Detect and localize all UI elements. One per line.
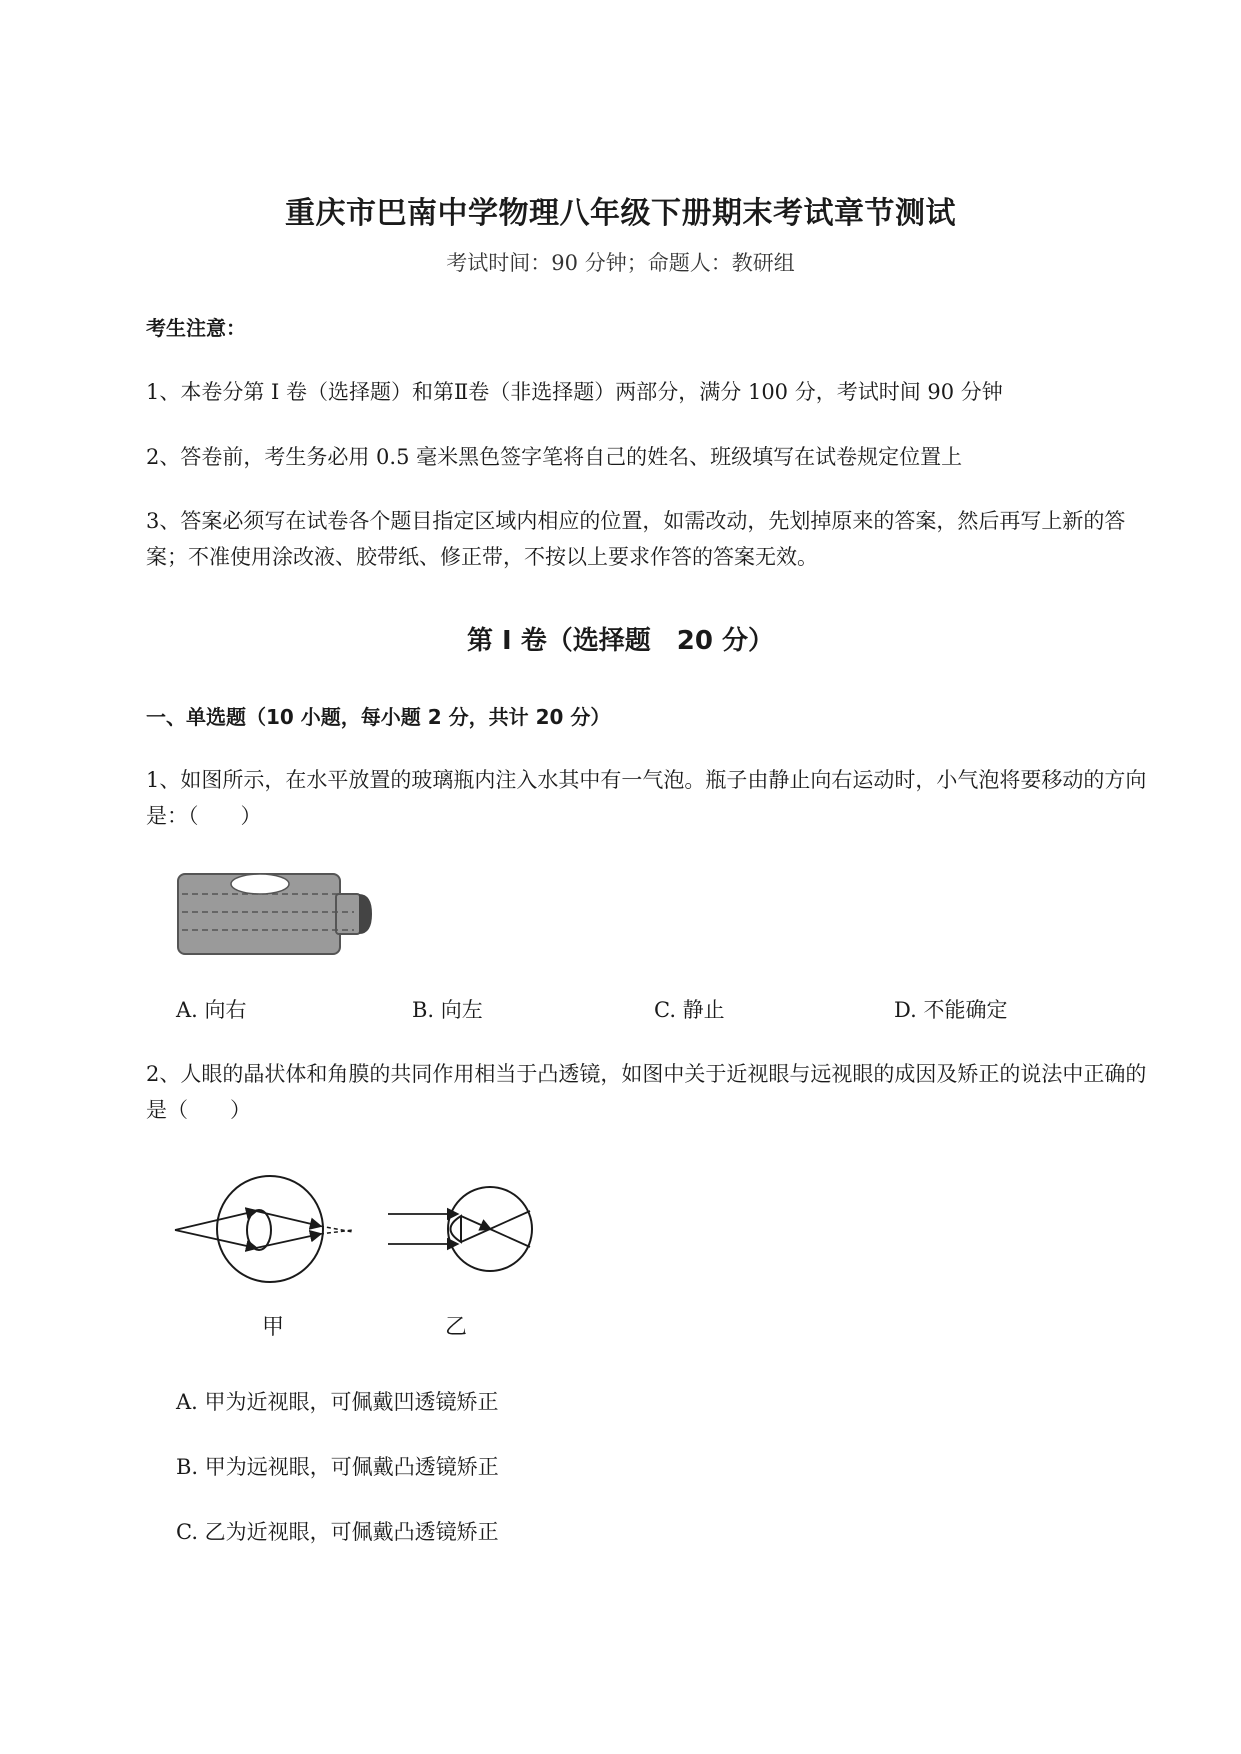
question-1-stem: 1、如图所示，在水平放置的玻璃瓶内注入水其中有一气泡。瓶子由静止向右运动时，小气泡将要移动的方向是：（ ） xyxy=(146,768,1147,828)
notice-item-1: 1、本卷分第 I 卷（选择题）和第Ⅱ卷（非选择题）两部分，满分 100 分，考试时间 90 分钟 xyxy=(146,380,1003,404)
notice-item-2: 2、答卷前，考生务必用 0.5 毫米黑色签字笔将自己的姓名、班级填写在试卷规定位置上 xyxy=(146,445,963,469)
question-1-option-b: B. 向左 xyxy=(412,998,483,1022)
question-2-stem: 2、人眼的晶状体和角膜的共同作用相当于凸透镜，如图中关于近视眼与远视眼的成因及矫正的说法中正确的是（ ） xyxy=(146,1062,1147,1122)
question-1-option-d: D. 不能确定 xyxy=(894,998,1008,1022)
question-2-option-a: A. 甲为近视眼，可佩戴凹透镜矫正 xyxy=(176,1390,499,1414)
notice-item-3: 3、答案必须写在试卷各个题目指定区域内相应的位置，如需改动，先划掉原来的答案，然后再写上新的答案；不准使用涂改液、胶带纸、修正带，不按以上要求作答的答案无效。 xyxy=(146,509,1126,569)
question-2-option-c: C. 乙为近视眼，可佩戴凸透镜矫正 xyxy=(176,1520,499,1544)
notice-heading: 考生注意： xyxy=(146,316,246,340)
figure-label-yi: 乙 xyxy=(445,1315,468,1340)
question-2-option-b: B. 甲为远视眼，可佩戴凸透镜矫正 xyxy=(176,1455,499,1479)
eye-diagram-figure xyxy=(170,1168,550,1298)
figure-label-jia: 甲 xyxy=(262,1315,285,1340)
question-1-option-c: C. 静止 xyxy=(654,998,725,1022)
section-title: 第 I 卷（选择题 20 分） xyxy=(466,626,774,656)
part-heading: 一、单选题（10 小题，每小题 2 分，共计 20 分） xyxy=(146,705,611,729)
exam-title: 重庆市巴南中学物理八年级下册期末考试章节测试 xyxy=(285,196,956,231)
question-1-option-a: A. 向右 xyxy=(176,998,247,1022)
exam-subtitle: 考试时间：90 分钟；命题人：教研组 xyxy=(446,251,795,275)
bottle-figure xyxy=(176,872,376,957)
